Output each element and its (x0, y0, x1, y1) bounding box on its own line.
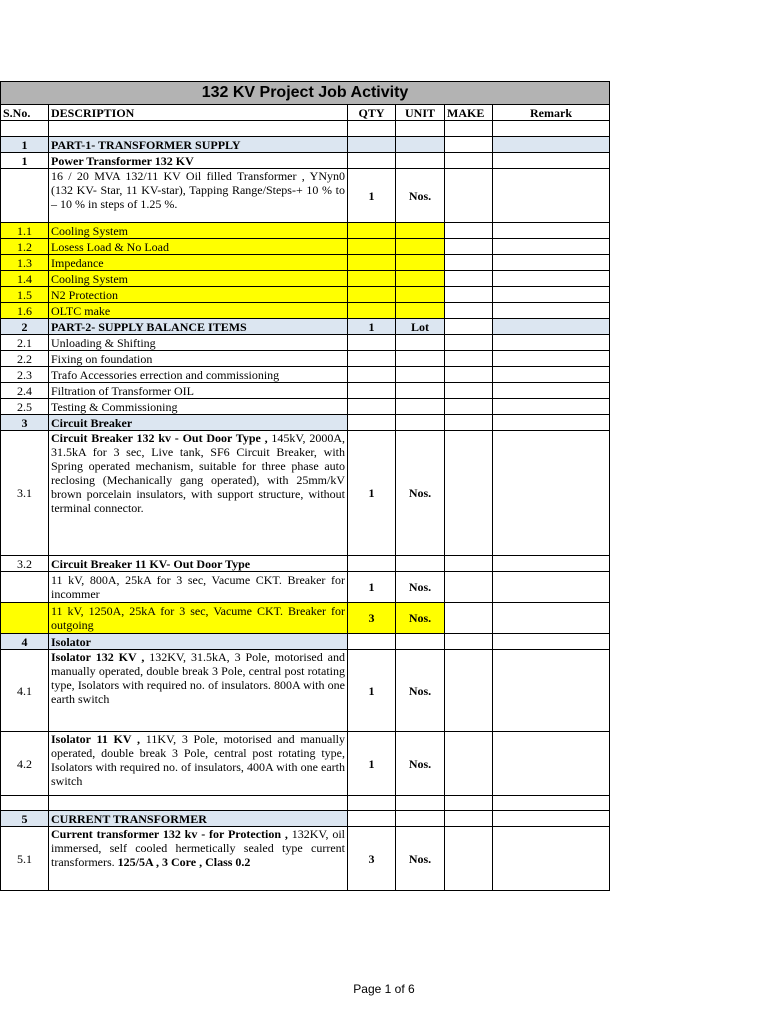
item-qty: 1 (348, 572, 396, 603)
subitem-description: Unloading & Shifting (49, 335, 348, 351)
section-row (1, 137, 610, 153)
item-qty: 1 (348, 319, 396, 335)
subitem-row (1, 367, 610, 383)
subitem-description: Testing & Commissioning (49, 399, 348, 415)
subitem-row (1, 383, 610, 399)
subitem-row (1, 239, 610, 255)
subitem-description: Cooling System (49, 223, 348, 239)
row-sno: 4 (1, 634, 49, 650)
section-title: Circuit Breaker (49, 415, 348, 431)
subitem-description: N2 Protection (49, 287, 348, 303)
row-sno: 4.1 (1, 650, 49, 732)
row-sno: 3.2 (1, 556, 49, 572)
section-row (1, 319, 610, 335)
item-qty: 3 (348, 603, 396, 634)
item-spec: 145kV, 2000A, 31.5kA for 3 sec, Live tank, SF6 Circuit Breaker, with Spring operated mechanism, suitable for three phase auto reclosing (Mechanically gang operated), with 25mm/kV brown porcelain insulators, with support structure, without terminal connector. (51, 431, 345, 515)
item-unit: Nos. (396, 169, 445, 223)
item-description: 16 / 20 MVA 132/11 KV Oil filled Transformer , YNyn0 (132 KV- Star, 11 KV-star), Tapping Range/Steps-+ 10 % to – 10 % in steps of 1.25 %. (49, 169, 348, 223)
subitem-description: Losess Load & No Load (49, 239, 348, 255)
header-row (1, 105, 610, 121)
row-sno: 1.4 (1, 271, 49, 287)
item-title: Isolator 11 KV , (51, 732, 141, 746)
section-title: PART-2- SUPPLY BALANCE ITEMS (49, 319, 348, 335)
subitem-row (1, 223, 610, 239)
item-qty: 1 (348, 650, 396, 732)
item-row (1, 650, 610, 732)
header-sno: S.No. (1, 105, 49, 121)
item-unit: Nos. (396, 603, 445, 634)
row-sno: 1.2 (1, 239, 49, 255)
row-sno: 1.5 (1, 287, 49, 303)
subitem-row (1, 287, 610, 303)
subitem-row (1, 335, 610, 351)
item-row (1, 153, 610, 169)
row-sno: 2.1 (1, 335, 49, 351)
item-qty: 1 (348, 169, 396, 223)
section-row (1, 811, 610, 827)
section-row (1, 415, 610, 431)
row-sno: 3 (1, 415, 49, 431)
header-unit: UNIT (396, 105, 445, 121)
row-sno: 5.1 (1, 827, 49, 891)
header-make: MAKE (445, 105, 493, 121)
header-description: DESCRIPTION (49, 105, 348, 121)
section-title: CURRENT TRANSFORMER (49, 811, 348, 827)
empty-row (1, 121, 610, 137)
title-row (1, 82, 610, 105)
item-row (1, 169, 610, 223)
item-description (49, 732, 348, 796)
item-row (1, 603, 610, 634)
item-title: Power Transformer 132 KV (49, 153, 348, 169)
item-description (49, 650, 348, 732)
row-sno: 1 (1, 137, 49, 153)
item-description: 11 kV, 1250A, 25kA for 3 sec, Vacume CKT. Breaker for outgoing (49, 603, 348, 634)
row-sno: 2 (1, 319, 49, 335)
section-title: PART-1- TRANSFORMER SUPPLY (49, 137, 348, 153)
subitem-description: Trafo Accessories errection and commissioning (49, 367, 348, 383)
item-spec: 132KV, oil immersed, self cooled hermetically sealed type current transformers. (51, 827, 346, 869)
subitem-row (1, 255, 610, 271)
item-spec: 11KV, 3 Pole, motorised and manually operated, double break 3 Pole, central post rotating type, Isolators with required no. of insulators, 400A with one earth switch (51, 732, 345, 788)
header-qty: QTY (348, 105, 396, 121)
subitem-row (1, 351, 610, 367)
item-title: Isolator 132 KV , (51, 650, 145, 664)
row-sno: 2.4 (1, 383, 49, 399)
item-rating: 125/5A , 3 Core , Class 0.2 (117, 855, 251, 869)
item-title: Circuit Breaker 11 KV- Out Door Type (49, 556, 348, 572)
subitem-row (1, 399, 610, 415)
subitem-description: Fixing on foundation (49, 351, 348, 367)
item-row (1, 556, 610, 572)
item-spec: 132KV, 31.5kA, 3 Pole, motorised and manually operated, double break 3 Pole, central post rotating type, Isolators with required no. of insulators. 800A with one earth switch (51, 650, 346, 706)
item-row (1, 431, 610, 556)
item-description: 11 kV, 800A, 25kA for 3 sec, Vacume CKT. Breaker for incommer (49, 572, 348, 603)
row-sno: 2.2 (1, 351, 49, 367)
item-qty: 1 (348, 431, 396, 556)
item-row (1, 827, 610, 891)
empty-row (1, 796, 610, 811)
header-remark: Remark (493, 105, 610, 121)
subitem-row (1, 271, 610, 287)
row-sno: 5 (1, 811, 49, 827)
subitem-description: Filtration of Transformer OIL (49, 383, 348, 399)
page-number: Page 1 of 6 (353, 982, 415, 996)
item-unit: Nos. (396, 732, 445, 796)
item-title: Circuit Breaker 132 kv - Out Door Type , (51, 431, 268, 445)
item-unit: Nos. (396, 827, 445, 891)
row-sno: 4.2 (1, 732, 49, 796)
item-description (49, 827, 348, 891)
section-title: Isolator (49, 634, 348, 650)
item-qty: 3 (348, 827, 396, 891)
item-row (1, 572, 610, 603)
row-sno: 2.3 (1, 367, 49, 383)
row-sno: 3.1 (1, 431, 49, 556)
item-unit: Nos. (396, 650, 445, 732)
row-sno: 1.1 (1, 223, 49, 239)
item-title: Current transformer 132 kv - for Protection , (51, 827, 288, 841)
item-unit: Nos. (396, 572, 445, 603)
subitem-description: Impedance (49, 255, 348, 271)
row-sno: 1.3 (1, 255, 49, 271)
item-row (1, 732, 610, 796)
item-qty: 1 (348, 732, 396, 796)
row-sno: 2.5 (1, 399, 49, 415)
job-activity-table (0, 81, 610, 891)
row-sno: 1.6 (1, 303, 49, 319)
page-title: 132 KV Project Job Activity (1, 82, 610, 105)
section-row (1, 634, 610, 650)
subitem-description: Cooling System (49, 271, 348, 287)
subitem-row (1, 303, 610, 319)
item-description (49, 431, 348, 556)
item-unit: Nos. (396, 431, 445, 556)
item-unit: Lot (396, 319, 445, 335)
subitem-description: OLTC make (49, 303, 348, 319)
row-sno: 1 (1, 153, 49, 169)
